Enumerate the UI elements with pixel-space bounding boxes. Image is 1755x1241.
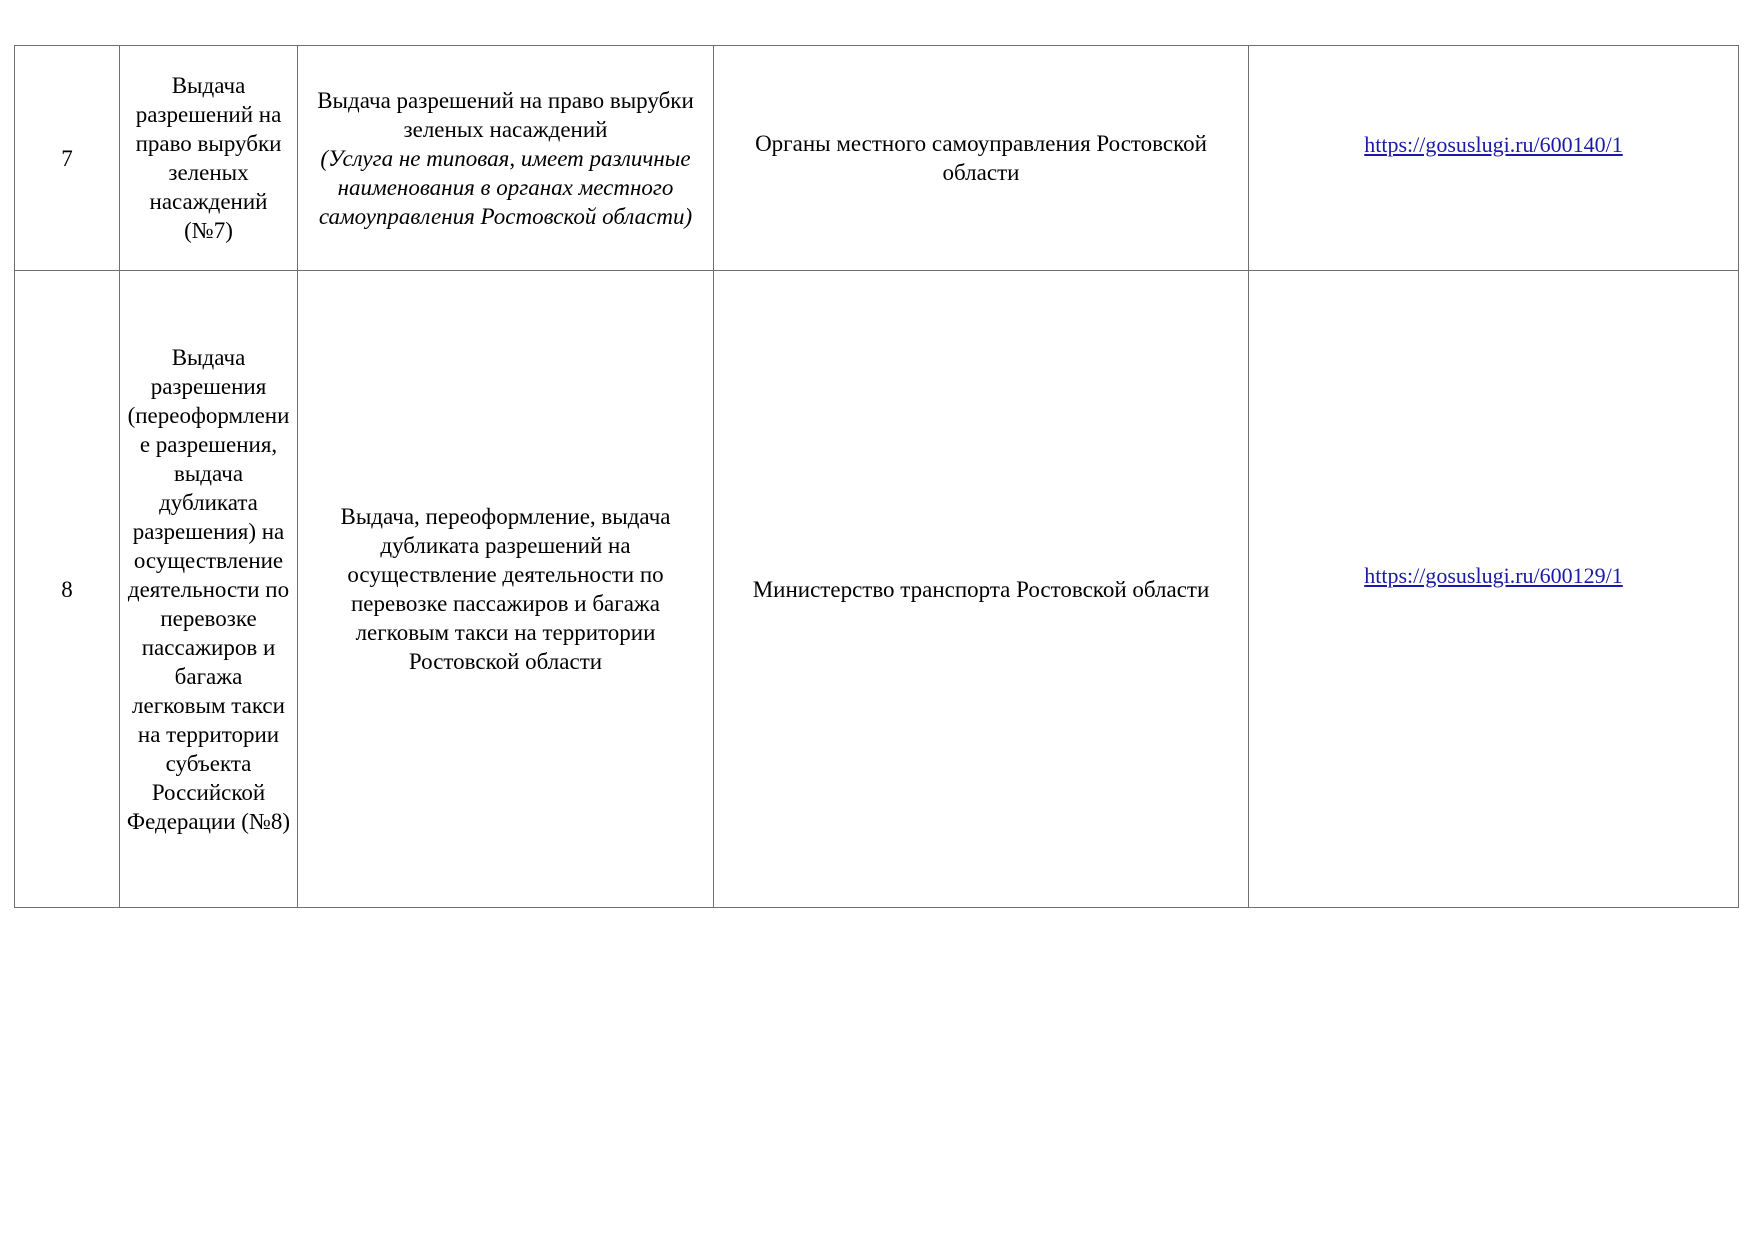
service-short-name: Выдача разрешения (переоформление разрешения, выдача дубликата разрешения) на осуществление деятельности по перевозке пассажиров и багажа легковым такси на территории субъекта Российской Федерации (№8) [126, 344, 291, 834]
authority-cell [714, 271, 1249, 908]
table-row [15, 271, 1739, 908]
table-row [15, 46, 1739, 271]
row-number-cell [15, 271, 120, 908]
service-short-name: Выдача разрешений на право вырубки зеленых насаждений (№7) [135, 73, 282, 243]
row-number: 8 [61, 576, 73, 602]
short-name-cell [120, 271, 298, 908]
authority-cell [714, 46, 1249, 271]
service-authority: Министерство транспорта Ростовской области [752, 576, 1210, 602]
short-name-cell [120, 46, 298, 271]
services-table [14, 45, 1739, 908]
service-full-name: Выдача разрешений на право вырубки зеленых насаждений [317, 87, 694, 142]
link-cell [1249, 271, 1739, 908]
row-number: 7 [61, 145, 73, 171]
full-name-cell [298, 271, 714, 908]
service-note: (Услуга не типовая, имеет различные наименования в органах местного самоуправления Ростовской области) [318, 145, 693, 229]
gosuslugi-link[interactable]: https://gosuslugi.ru/600129/1 [1364, 562, 1623, 588]
link-cell [1249, 46, 1739, 271]
gosuslugi-link[interactable]: https://gosuslugi.ru/600140/1 [1364, 131, 1623, 157]
service-full-name: Выдача, переоформление, выдача дубликата разрешений на осуществление деятельности по перевозке пассажиров и багажа легковым такси на территории Ростовской области [340, 504, 671, 674]
service-authority: Органы местного самоуправления Ростовской области [755, 131, 1207, 185]
row-number-cell [15, 46, 120, 271]
full-name-cell [298, 46, 714, 271]
